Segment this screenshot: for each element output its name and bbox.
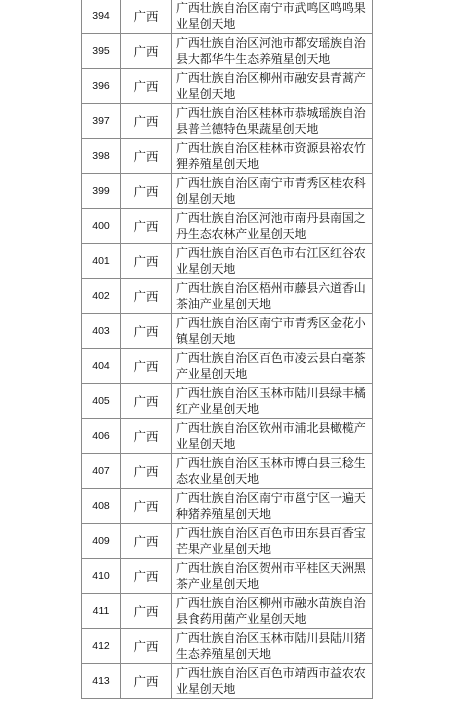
table-row	[82, 244, 373, 279]
table-row	[82, 384, 373, 419]
base-name-cell: 广西壮族自治区玉林市陆川县绿丰橘红产业星创天地	[172, 384, 373, 419]
base-name-cell: 广西壮族自治区百色市凌云县白毫茶产业星创天地	[172, 349, 373, 384]
base-name-cell: 广西壮族自治区钦州市浦北县橄榄产业星创天地	[172, 419, 373, 454]
province-cell: 广西	[121, 419, 172, 454]
table-row	[82, 314, 373, 349]
province-cell: 广西	[121, 454, 172, 489]
table-row	[82, 209, 373, 244]
row-number-cell: 396	[82, 69, 121, 104]
base-name-cell: 广西壮族自治区南宁市青秀区桂农科创星创天地	[172, 174, 373, 209]
table-row	[82, 279, 373, 314]
base-name-cell: 广西壮族自治区南宁市邕宁区一遍天种猪养殖星创天地	[172, 489, 373, 524]
row-number-cell: 395	[82, 34, 121, 69]
row-number-cell: 413	[82, 664, 121, 699]
province-cell: 广西	[121, 104, 172, 139]
table-row	[82, 664, 373, 699]
province-cell: 广西	[121, 34, 172, 69]
table-row	[82, 104, 373, 139]
table-row	[82, 524, 373, 559]
province-cell: 广西	[121, 594, 172, 629]
base-name-cell: 广西壮族自治区河池市都安瑶族自治县大都华牛生态养殖星创天地	[172, 34, 373, 69]
base-name-cell: 广西壮族自治区玉林市博白县三稔生态农业星创天地	[172, 454, 373, 489]
row-number-cell: 400	[82, 209, 121, 244]
table-row	[82, 349, 373, 384]
row-number-cell: 408	[82, 489, 121, 524]
row-number-cell: 402	[82, 279, 121, 314]
base-name-cell: 广西壮族自治区南宁市武鸣区鸣鸣果业星创天地	[172, 0, 373, 34]
row-number-cell: 397	[82, 104, 121, 139]
province-cell: 广西	[121, 349, 172, 384]
row-number-cell: 406	[82, 419, 121, 454]
table-row	[82, 559, 373, 594]
row-number-cell: 409	[82, 524, 121, 559]
base-name-cell: 广西壮族自治区百色市田东县百香宝芒果产业星创天地	[172, 524, 373, 559]
base-name-cell: 广西壮族自治区玉林市陆川县陆川猪生态养殖星创天地	[172, 629, 373, 664]
province-cell: 广西	[121, 0, 172, 34]
province-cell: 广西	[121, 209, 172, 244]
star-innovation-table	[81, 0, 373, 699]
row-number-cell: 407	[82, 454, 121, 489]
base-name-cell: 广西壮族自治区南宁市青秀区金花小镇星创天地	[172, 314, 373, 349]
table-row	[82, 629, 373, 664]
province-cell: 广西	[121, 174, 172, 209]
row-number-cell: 404	[82, 349, 121, 384]
base-name-cell: 广西壮族自治区百色市靖西市益农农业星创天地	[172, 664, 373, 699]
table-row	[82, 454, 373, 489]
row-number-cell: 411	[82, 594, 121, 629]
row-number-cell: 398	[82, 139, 121, 174]
province-cell: 广西	[121, 314, 172, 349]
table-row	[82, 594, 373, 629]
row-number-cell: 403	[82, 314, 121, 349]
base-name-cell: 广西壮族自治区梧州市藤县六道香山茶油产业星创天地	[172, 279, 373, 314]
row-number-cell: 410	[82, 559, 121, 594]
province-cell: 广西	[121, 69, 172, 104]
province-cell: 广西	[121, 244, 172, 279]
province-cell: 广西	[121, 559, 172, 594]
table-row	[82, 489, 373, 524]
base-name-cell: 广西壮族自治区贺州市平桂区天洲黑茶产业星创天地	[172, 559, 373, 594]
table-row	[82, 34, 373, 69]
row-number-cell: 412	[82, 629, 121, 664]
base-name-cell: 广西壮族自治区柳州市融水苗族自治县食药用菌产业星创天地	[172, 594, 373, 629]
table-row	[82, 139, 373, 174]
table-body	[82, 0, 373, 699]
province-cell: 广西	[121, 524, 172, 559]
table-row	[82, 419, 373, 454]
row-number-cell: 399	[82, 174, 121, 209]
base-name-cell: 广西壮族自治区百色市右江区红谷农业星创天地	[172, 244, 373, 279]
table-row	[82, 174, 373, 209]
table-row	[82, 0, 373, 34]
base-name-cell: 广西壮族自治区柳州市融安县青蒿产业星创天地	[172, 69, 373, 104]
row-number-cell: 405	[82, 384, 121, 419]
province-cell: 广西	[121, 489, 172, 524]
table-row	[82, 69, 373, 104]
province-cell: 广西	[121, 629, 172, 664]
province-cell: 广西	[121, 139, 172, 174]
base-name-cell: 广西壮族自治区桂林市资源县裕农竹狸养殖星创天地	[172, 139, 373, 174]
base-name-cell: 广西壮族自治区桂林市恭城瑶族自治县普兰德特色果蔬星创天地	[172, 104, 373, 139]
province-cell: 广西	[121, 279, 172, 314]
province-cell: 广西	[121, 664, 172, 699]
province-cell: 广西	[121, 384, 172, 419]
row-number-cell: 401	[82, 244, 121, 279]
row-number-cell: 394	[82, 0, 121, 34]
base-name-cell: 广西壮族自治区河池市南丹县南国之丹生态农林产业星创天地	[172, 209, 373, 244]
